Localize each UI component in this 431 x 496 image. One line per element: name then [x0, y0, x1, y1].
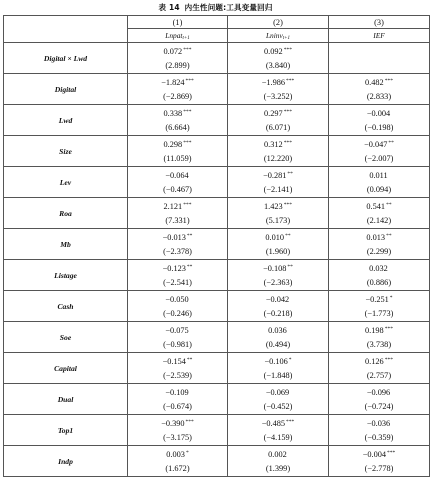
estimate-cell [329, 384, 430, 415]
coefficient-line [228, 384, 328, 400]
significance-stars: *** [286, 419, 295, 425]
estimate-cell [228, 229, 329, 260]
t-statistic: (−2.539) [163, 371, 192, 380]
coefficient: 0.003 [166, 450, 185, 459]
variable-name: Roa [4, 198, 128, 229]
coefficient-line [329, 353, 429, 369]
estimate-cell [228, 167, 329, 198]
estimate-cell [128, 446, 228, 477]
estimate-cell [128, 384, 228, 415]
significance-stars: ** [186, 264, 193, 270]
significance-stars: * [389, 295, 393, 301]
t-statistic: (−2.141) [263, 185, 293, 194]
estimate-cell [329, 167, 430, 198]
coefficient: −0.013 [162, 233, 186, 242]
coefficient-line [128, 415, 227, 431]
t-statistic: (2.142) [366, 216, 392, 225]
table-row [4, 353, 430, 384]
variable-name: Size [4, 136, 128, 167]
significance-stars: * [288, 357, 292, 363]
t-statistic: (−2.541) [163, 278, 192, 287]
variable-name: Cash [4, 291, 128, 322]
coefficient: −0.251 [365, 295, 389, 304]
coefficient: −0.042 [265, 295, 290, 304]
coefficient-line [329, 198, 429, 214]
coefficient-line [128, 446, 227, 462]
variable-name: Indp [4, 446, 128, 477]
estimate-cell [228, 415, 329, 446]
t-statistic: (3.738) [366, 340, 392, 349]
coefficient-line [128, 43, 227, 59]
coefficient-line [228, 291, 328, 307]
t-statistic: (−1.773) [364, 309, 394, 318]
t-statistic: (−1.848) [263, 371, 293, 380]
coefficient-line [228, 43, 328, 59]
column-number: (3) [329, 16, 430, 29]
estimate-cell [128, 167, 228, 198]
coefficient-line [128, 384, 227, 400]
t-statistic: (−0.218) [263, 309, 293, 318]
t-statistic: (−4.159) [263, 433, 293, 442]
coefficient-line [329, 291, 429, 307]
coefficient-line [329, 446, 429, 462]
estimate-cell [228, 260, 329, 291]
coefficient: 0.036 [268, 326, 287, 335]
coefficient: 0.541 [366, 202, 386, 211]
regression-table-body [4, 16, 430, 477]
estimate-cell [329, 322, 430, 353]
t-statistic: (−2.378) [163, 247, 192, 256]
estimate-cell [329, 229, 430, 260]
estimate-cell [228, 198, 329, 229]
dependent-variable-header [228, 29, 329, 43]
coefficient: −0.154 [162, 357, 186, 366]
coefficient: 0.032 [369, 264, 388, 273]
variable-name: Mb [4, 229, 128, 260]
t-statistic: (0.886) [366, 278, 392, 287]
significance-stars: *** [185, 78, 194, 84]
coefficient-line [228, 136, 328, 152]
coefficient-line [329, 260, 429, 276]
significance-stars: *** [183, 140, 192, 146]
t-statistic: (2.299) [366, 247, 392, 256]
estimate-cell [329, 198, 430, 229]
coefficient: −1.824 [161, 78, 185, 87]
dependent-variable: IEF [373, 30, 385, 40]
coefficient: 0.482 [365, 78, 384, 87]
estimate-cell [228, 105, 329, 136]
coefficient: −0.106 [264, 357, 288, 366]
coefficient: −1.986 [261, 78, 286, 87]
coefficient-line [228, 446, 328, 462]
t-statistic: (−2.778) [364, 464, 394, 473]
dependent-variable-subscript: t+1 [182, 35, 190, 41]
estimate-cell [128, 322, 228, 353]
table-row [4, 384, 430, 415]
coefficient-line [228, 105, 328, 121]
dependent-variable: Lnpat [165, 30, 183, 40]
t-statistic: (−0.246) [163, 309, 192, 318]
significance-stars: *** [283, 109, 292, 115]
dependent-variable: Lninv [265, 30, 283, 40]
significance-stars: ** [386, 233, 392, 239]
coefficient-line [329, 415, 429, 431]
table-row [4, 136, 430, 167]
coefficient-line [128, 136, 227, 152]
coefficient: −0.004 [366, 109, 391, 118]
variable-name: Digital × Lwd [4, 43, 128, 74]
significance-stars: *** [183, 109, 192, 115]
t-statistic: (−2.869) [163, 92, 192, 101]
table-row [4, 415, 430, 446]
coefficient-line [228, 74, 328, 90]
dependent-variable-subscript: t+1 [282, 35, 291, 41]
significance-stars: ** [287, 171, 293, 177]
coefficient-line [228, 167, 328, 183]
coefficient-line [329, 322, 429, 338]
estimate-cell [329, 446, 430, 477]
t-statistic: (0.094) [366, 185, 392, 194]
significance-stars: * [185, 450, 189, 456]
significance-stars: *** [283, 202, 292, 208]
t-statistic: (2.757) [366, 371, 392, 380]
coefficient-line [329, 167, 429, 183]
regression-table [3, 15, 430, 477]
variable-name: Lwd [4, 105, 128, 136]
coefficient: −0.096 [366, 388, 391, 397]
estimate-cell [228, 43, 329, 74]
table-title: 内生性问题:工具变量回归 [184, 3, 273, 12]
table-row [4, 105, 430, 136]
significance-stars: *** [384, 326, 393, 332]
coefficient-line [228, 322, 328, 338]
estimate-cell [128, 229, 228, 260]
table-caption [0, 2, 431, 13]
coefficient-line [228, 229, 328, 245]
coefficient-line [128, 198, 227, 214]
coefficient-line [228, 353, 328, 369]
table-row [4, 74, 430, 105]
estimate-cell [329, 74, 430, 105]
estimate-cell [329, 291, 430, 322]
coefficient: −0.109 [165, 388, 189, 397]
coefficient: 1.423 [264, 202, 283, 211]
variable-name: Top1 [4, 415, 128, 446]
coefficient: −0.047 [364, 140, 388, 149]
table-row [4, 198, 430, 229]
estimate-cell [128, 136, 228, 167]
significance-stars: *** [183, 202, 192, 208]
coefficient-line [128, 74, 227, 90]
coefficient-line [228, 260, 328, 276]
estimate-cell [329, 43, 430, 74]
t-statistic: (−3.252) [263, 92, 293, 101]
significance-stars: ** [285, 233, 291, 239]
coefficient: 0.002 [268, 450, 287, 459]
variable-name: Lev [4, 167, 128, 198]
t-statistic: (7.331) [165, 216, 190, 225]
coefficient: 0.013 [366, 233, 386, 242]
significance-stars: ** [287, 264, 293, 270]
coefficient: 0.297 [264, 109, 283, 118]
estimate-cell [228, 446, 329, 477]
coefficient-line [329, 105, 429, 121]
significance-stars: *** [286, 78, 295, 84]
t-statistic: (−0.724) [364, 402, 394, 411]
variable-name: Dual [4, 384, 128, 415]
estimate-cell [228, 353, 329, 384]
t-statistic: (−0.981) [163, 340, 192, 349]
significance-stars: ** [186, 233, 193, 239]
table-row [4, 167, 430, 198]
estimate-cell [228, 136, 329, 167]
estimate-cell [228, 291, 329, 322]
column-number: (1) [128, 16, 228, 29]
estimate-cell [128, 198, 228, 229]
column-number: (2) [228, 16, 329, 29]
significance-stars: ** [386, 202, 392, 208]
coefficient: 2.121 [163, 202, 183, 211]
significance-stars: ** [186, 357, 193, 363]
estimate-cell [228, 384, 329, 415]
significance-stars: *** [387, 450, 396, 456]
coefficient-line [329, 74, 429, 90]
table-row [4, 260, 430, 291]
estimate-cell [128, 105, 228, 136]
significance-stars: *** [283, 140, 292, 146]
coefficient-line [329, 50, 429, 66]
t-statistic: (5.173) [265, 216, 291, 225]
coefficient-line [128, 167, 227, 183]
dependent-variable-header [128, 29, 228, 43]
coefficient: −0.075 [165, 326, 189, 335]
estimate-cell [329, 136, 430, 167]
significance-stars: *** [283, 47, 292, 53]
estimate-cell [329, 353, 430, 384]
table-row [4, 291, 430, 322]
estimate-cell [128, 353, 228, 384]
t-statistic: (−2.007) [364, 154, 394, 163]
t-statistic: (1.399) [265, 464, 291, 473]
coefficient-line [128, 260, 227, 276]
coefficient: 0.338 [163, 109, 183, 118]
coefficient: 0.198 [365, 326, 384, 335]
coefficient: −0.064 [165, 171, 189, 180]
variable-name: Soe [4, 322, 128, 353]
significance-stars: ** [388, 140, 394, 146]
table-row [4, 446, 430, 477]
t-statistic: (−0.198) [364, 123, 394, 132]
coefficient-line [228, 198, 328, 214]
estimate-cell [329, 415, 430, 446]
estimate-cell [228, 322, 329, 353]
table-number: 表 14 [158, 3, 180, 12]
variable-name: Digital [4, 74, 128, 105]
coefficient-line [128, 291, 227, 307]
estimate-cell [128, 291, 228, 322]
coefficient-line [228, 415, 328, 431]
t-statistic: (−0.467) [163, 185, 192, 194]
t-statistic: (−0.452) [263, 402, 293, 411]
column-number-row [4, 16, 430, 29]
estimate-cell [228, 74, 329, 105]
coefficient: 0.298 [163, 140, 183, 149]
coefficient: −0.123 [162, 264, 186, 273]
coefficient: 0.126 [365, 357, 384, 366]
t-statistic: (11.059) [163, 154, 192, 163]
coefficient: 0.092 [264, 47, 283, 56]
t-statistic: (3.840) [265, 61, 291, 70]
variable-name: Listage [4, 260, 128, 291]
t-statistic: (0.494) [265, 340, 291, 349]
coefficient: 0.010 [265, 233, 285, 242]
estimate-cell [329, 260, 430, 291]
coefficient: −0.036 [366, 419, 391, 428]
t-statistic: (2.833) [366, 92, 392, 101]
t-statistic: (−2.363) [263, 278, 293, 287]
coefficient-line [128, 322, 227, 338]
t-statistic: (2.899) [165, 61, 190, 70]
dependent-variable-header [329, 29, 430, 43]
significance-stars: *** [384, 357, 393, 363]
coefficient: −0.050 [165, 295, 189, 304]
coefficient: −0.485 [261, 419, 286, 428]
t-statistic: (−0.359) [364, 433, 394, 442]
t-statistic: (1.960) [265, 247, 291, 256]
t-statistic: (−0.674) [163, 402, 192, 411]
coefficient: −0.069 [265, 388, 290, 397]
coefficient: −0.004 [362, 450, 387, 459]
header-blank-cell [4, 16, 128, 43]
coefficient-line [329, 229, 429, 245]
estimate-cell [128, 415, 228, 446]
coefficient: −0.390 [161, 419, 185, 428]
coefficient: 0.072 [163, 47, 183, 56]
table-row [4, 43, 430, 74]
estimate-cell [128, 43, 228, 74]
coefficient: −0.281 [263, 171, 287, 180]
table-row [4, 229, 430, 260]
estimate-cell [128, 260, 228, 291]
coefficient-line [128, 353, 227, 369]
coefficient-line [329, 384, 429, 400]
coefficient: 0.312 [264, 140, 283, 149]
coefficient-line [329, 136, 429, 152]
t-statistic: (12.220) [263, 154, 293, 163]
significance-stars: *** [185, 419, 194, 425]
coefficient: −0.108 [263, 264, 287, 273]
t-statistic: (6.664) [165, 123, 190, 132]
table-row [4, 322, 430, 353]
coefficient-line [128, 105, 227, 121]
t-statistic: (6.071) [265, 123, 291, 132]
t-statistic: (1.672) [165, 464, 190, 473]
t-statistic: (−3.175) [163, 433, 192, 442]
coefficient: 0.011 [369, 171, 388, 180]
coefficient-line [128, 229, 227, 245]
significance-stars: *** [384, 78, 393, 84]
estimate-cell [329, 105, 430, 136]
significance-stars: *** [183, 47, 192, 53]
estimate-cell [128, 74, 228, 105]
variable-name: Capital [4, 353, 128, 384]
